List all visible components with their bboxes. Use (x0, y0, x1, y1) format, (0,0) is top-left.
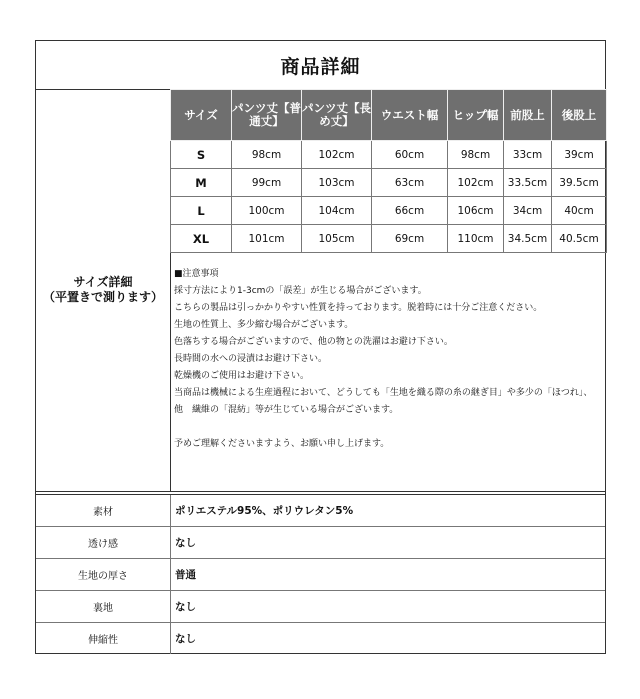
size-detail-label (36, 89, 171, 491)
table-cell: XL (171, 225, 232, 253)
table-cell: 99cm (232, 169, 302, 197)
size-detail-label-line1: サイズ詳細 (73, 275, 133, 289)
table-cell: 102cm (302, 141, 372, 169)
table-row (36, 495, 605, 527)
table-cell: 63cm (372, 169, 448, 197)
header-back-rise: 後股上 (552, 90, 607, 141)
table-row (171, 197, 607, 225)
note-line: 採寸方法により1-3cmの「誤差」が生じる場合がございます。 (174, 286, 427, 296)
attribute-value-sheerness: なし (171, 527, 606, 559)
attribute-key-lining: 裏地 (36, 591, 171, 623)
note-line: 当商品は機械による生産過程において、どうしても「生地を織る際の糸の継ぎ目」や多少の「ほつれ」、他 繊維の「混紡」等が生じている場合がございます。 (174, 388, 593, 415)
attribute-key-thickness: 生地の厚さ (36, 559, 171, 591)
page-title: 商品詳細 (36, 41, 605, 90)
table-cell: 34.5cm (504, 225, 552, 253)
note-heading: ■注意事項 (174, 269, 219, 279)
note-spacer (174, 419, 600, 436)
attribute-value-lining: なし (171, 591, 606, 623)
table-cell: 34cm (504, 197, 552, 225)
note-line: 乾燥機のご使用はお避け下さい。 (174, 371, 310, 381)
size-table-header-row (171, 90, 607, 141)
table-cell: 40.5cm (552, 225, 607, 253)
attribute-key-material: 素材 (36, 495, 171, 527)
attribute-key-sheerness: 透け感 (36, 527, 171, 559)
size-detail-label-line2: （平置きで測ります） (42, 290, 163, 304)
header-front-rise: 前股上 (504, 90, 552, 141)
table-cell: 103cm (302, 169, 372, 197)
note-line: 色落ちする場合がございますので、他の物との洗濯はお避け下さい。 (174, 337, 453, 347)
table-cell: 66cm (372, 197, 448, 225)
table-cell: 100cm (232, 197, 302, 225)
attribute-value-thickness: 普通 (171, 559, 606, 591)
table-cell: 60cm (372, 141, 448, 169)
table-cell: 33.5cm (504, 169, 552, 197)
table-cell: 69cm (372, 225, 448, 253)
header-size: サイズ (171, 90, 232, 141)
note-line: 長時間の水への浸漬はお避け下さい。 (174, 354, 328, 364)
table-row (171, 225, 607, 253)
table-row (171, 141, 607, 169)
product-detail-frame (35, 40, 606, 654)
table-cell: L (171, 197, 232, 225)
header-hip-width: ヒップ幅 (448, 90, 504, 141)
table-cell: 101cm (232, 225, 302, 253)
table-cell: M (171, 169, 232, 197)
attribute-value-material: ポリエステル95%、ポリウレタン5% (175, 505, 354, 517)
table-cell: 106cm (448, 197, 504, 225)
table-row (36, 623, 605, 655)
table-row (36, 559, 605, 591)
attribute-value-stretch: なし (171, 623, 606, 655)
table-cell: S (171, 141, 232, 169)
header-waist-width: ウエスト幅 (372, 90, 448, 141)
table-cell: 102cm (448, 169, 504, 197)
attribute-key-stretch: 伸縮性 (36, 623, 171, 655)
header-pants-length-long: パンツ丈【長め丈】 (302, 90, 372, 141)
note-line: 生地の性質上、多少縮む場合がございます。 (174, 320, 354, 330)
table-cell: 39.5cm (552, 169, 607, 197)
table-row (36, 527, 605, 559)
table-cell: 33cm (504, 141, 552, 169)
table-cell: 110cm (448, 225, 504, 253)
table-cell: 98cm (448, 141, 504, 169)
table-row (171, 169, 607, 197)
note-line: 予めご理解くださいますよう、お願い申し上げます。 (174, 439, 390, 449)
care-notes (171, 262, 603, 487)
note-line: こちらの製品は引っかかりやすい性質を持っております。脱着時には十分ご注意ください。 (174, 303, 543, 313)
table-row (36, 591, 605, 623)
table-cell: 39cm (552, 141, 607, 169)
table-cell: 104cm (302, 197, 372, 225)
table-cell: 40cm (552, 197, 607, 225)
attributes-table (36, 495, 605, 654)
header-pants-length-regular: パンツ丈【普通丈】 (232, 90, 302, 141)
table-cell: 105cm (302, 225, 372, 253)
table-cell: 98cm (232, 141, 302, 169)
size-table (170, 89, 607, 253)
